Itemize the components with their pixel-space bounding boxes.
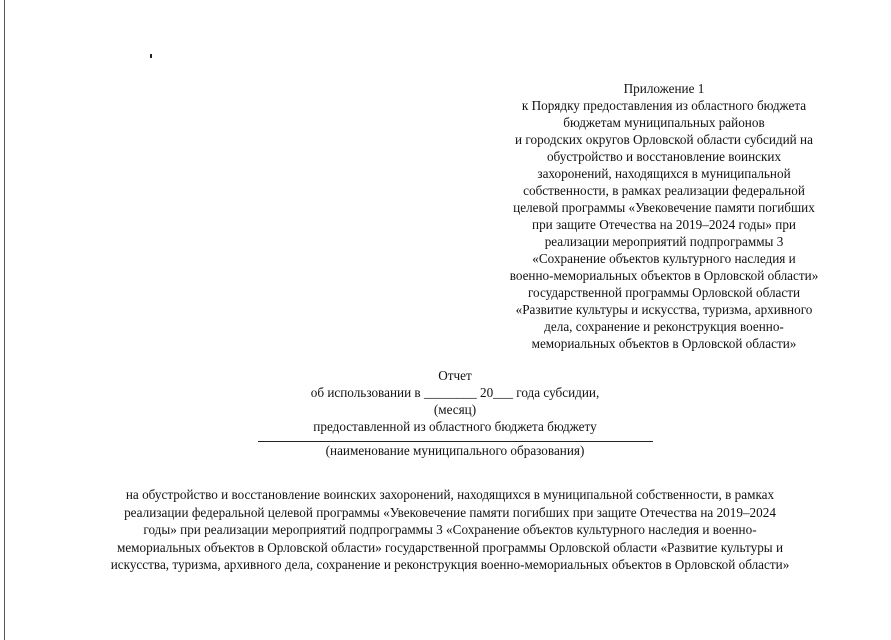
appendix-line: бюджетам муниципальных районов xyxy=(563,115,765,130)
appendix-line: государственной программы Орловской области xyxy=(527,285,801,300)
appendix-line: «Сохранение объектов культурного наследия и xyxy=(532,251,796,266)
municipality-hint: (наименование муниципального образования) xyxy=(325,443,585,458)
appendix-title: Приложение 1 xyxy=(623,81,705,96)
appendix-line: мемориальных объектов в Орловской области» xyxy=(531,336,797,351)
paragraph-line: искусства, туризма, архивного дела, сохранение и реконструкция военно-мемориальных объектов в Орловской области» xyxy=(110,557,790,572)
appendix-line: захоронений, находящихся в муниципальной xyxy=(537,166,791,181)
appendix-line: военно-мемориальных объектов в Орловской области» xyxy=(509,268,819,283)
month-hint: (месяц) xyxy=(433,402,477,417)
appendix-line: собственности, в рамках реализации федеральной xyxy=(523,183,805,198)
appendix-header xyxy=(480,80,848,352)
appendix-line: при защите Отечества на 2019–2024 годы» при xyxy=(532,217,796,232)
report-period-line: об использовании в ________ 20___ года субсидии, xyxy=(310,385,600,400)
appendix-line: обустройство и восстановление воинских xyxy=(546,149,782,164)
paragraph-line: мемориальных объектов в Орловской области» государственной программы Орловской области «Развитие культуры и xyxy=(116,539,784,555)
paragraph-line: годы» при реализации мероприятий подпрограммы 3 «Сохранение объектов культурного наследия и военно- xyxy=(143,522,757,537)
paragraph-line: на обустройство и восстановление воинских захоронений, находящихся в муниципальной собственности, в рамках xyxy=(125,487,775,502)
report-heading xyxy=(130,367,780,459)
appendix-line: и городских округов Орловской области субсидий на xyxy=(515,132,813,147)
scan-margin-line xyxy=(4,0,5,640)
paragraph-line: реализации федеральной целевой программы «Увековечение памяти погибших при защите Отечества на 2019–2024 xyxy=(124,504,776,520)
appendix-line: целевой программы «Увековечение памяти погибших xyxy=(513,200,815,215)
report-budget-line: предоставленной из областного бюджета бюджету xyxy=(313,419,597,434)
scan-speck xyxy=(150,54,152,58)
report-purpose-paragraph xyxy=(60,486,840,574)
appendix-line: дела, сохранение и реконструкция военно- xyxy=(544,319,784,334)
report-title: Отчет xyxy=(438,368,472,383)
appendix-line: к Порядку предоставления из областного бюджета xyxy=(521,98,807,113)
appendix-line: реализации мероприятий подпрограммы 3 xyxy=(544,234,784,249)
appendix-line: «Развитие культуры и искусства, туризма, архивного xyxy=(515,302,813,317)
